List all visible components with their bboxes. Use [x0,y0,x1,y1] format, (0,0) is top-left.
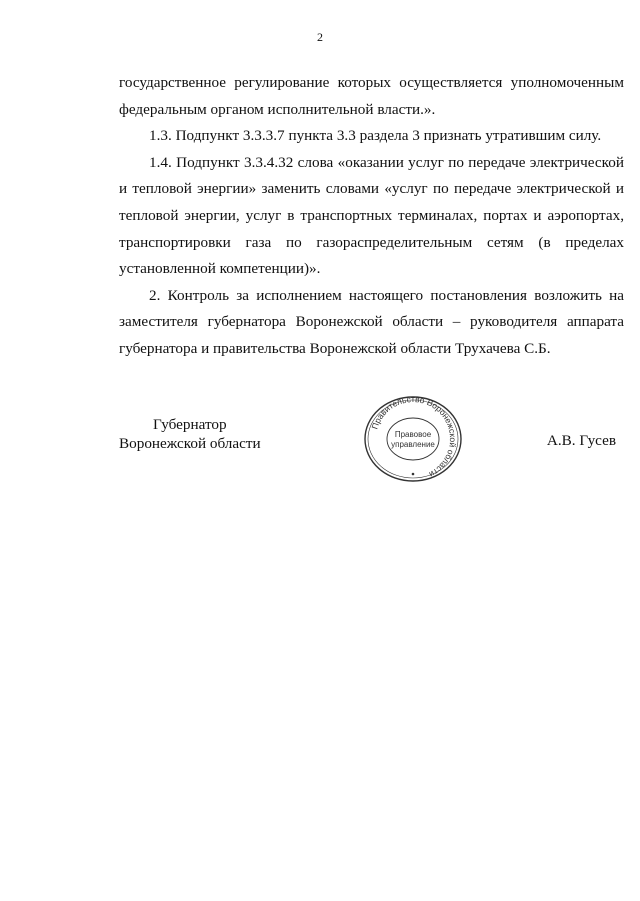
paragraph-2: 2. Контроль за исполнением настоящего постановления возложить на заместителя губернатора Воронежской области – руководителя аппарата губернатора и правительства Воронежской области Трухачева С.Б. [119,286,624,357]
stamp-inner-line2: управление [391,440,435,449]
signatory-name: А.В. Гусев [546,432,616,449]
signatory-title [119,415,261,453]
document-body [119,70,624,363]
stamp-dot [412,473,415,476]
official-stamp [360,394,466,484]
paragraph-continuation: государственное регулирование которых осуществляется уполномоченным федеральным органом исполнительной власти.». [119,74,624,118]
paragraph-1-3: 1.3. Подпункт 3.3.3.7 пункта 3.3 раздела 3 признать утратившим силу. [149,127,602,145]
page-number: 2 [317,30,323,44]
stamp-outer-text: Правительство Воронежской области [369,394,459,480]
stamp-inner-line1: Правовое [394,430,432,439]
signatory-title-line1: Губернатор [153,416,227,433]
paragraph-1-4: 1.4. Подпункт 3.3.4.32 слова «оказании услуг по передаче электрической и тепловой энергии» заменить словами «услуг по передаче электрической и тепловой энергии, услуг в транспортных терминалах, портах и аэропортах, транспортировки газа по газораспределительным сетям (в пределах установленной компетенции)». [119,153,624,278]
signatory-title-line2: Воронежской области [119,435,261,452]
